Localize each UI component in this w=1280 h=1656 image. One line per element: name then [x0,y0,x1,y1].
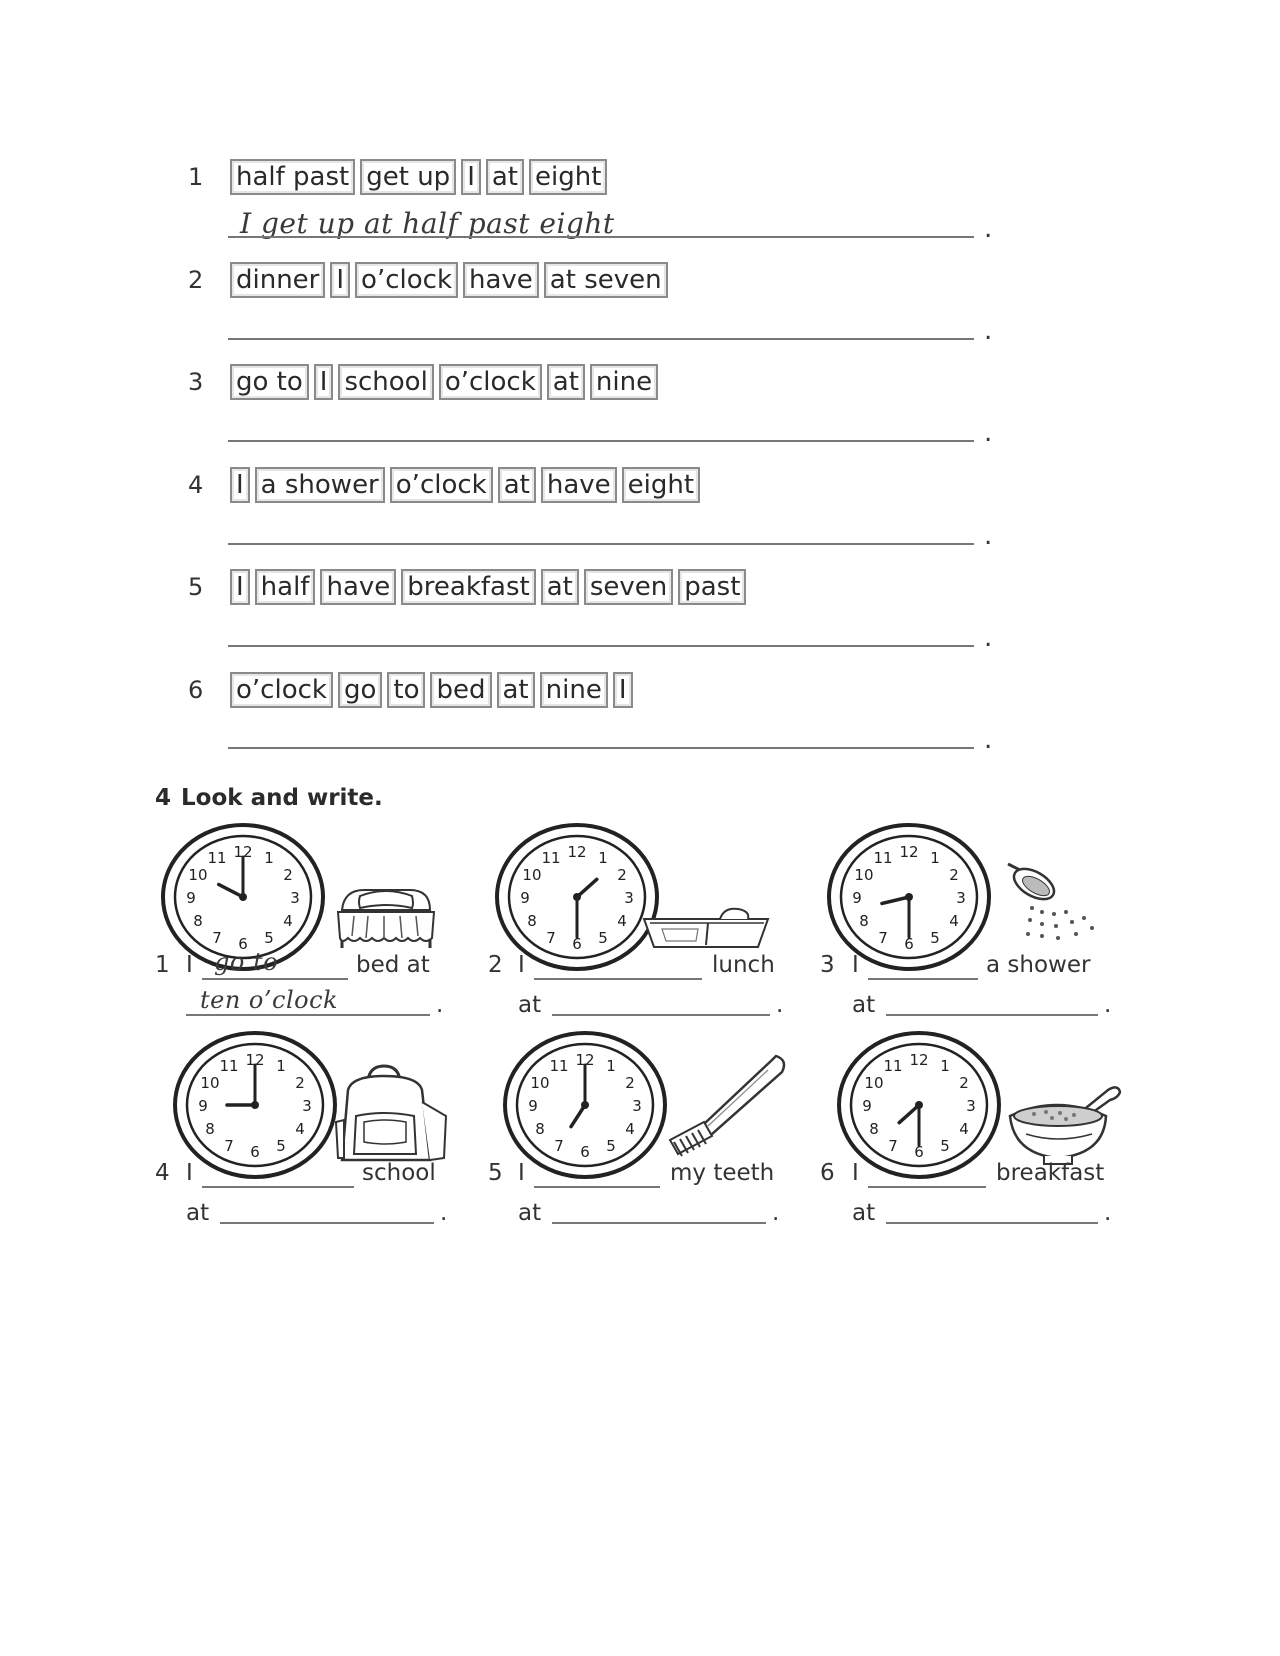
answer-line[interactable] [228,747,974,749]
clock-number: 3 [290,889,300,907]
word-chip[interactable]: at [486,159,524,195]
clock-icon [836,1030,1002,1180]
word-chip[interactable]: at [497,672,535,708]
word-chip[interactable]: nine [540,672,608,708]
section-number: 4 [155,785,172,811]
item-subject: I [518,952,525,978]
word-chip[interactable]: I [230,467,250,503]
bed-icon [334,880,438,950]
clock-number: 5 [276,1136,286,1155]
word-chip[interactable]: have [541,467,617,503]
clock-number: 10 [200,1074,220,1092]
clock-number: 8 [535,1120,545,1138]
period: . [984,214,993,244]
item-subject: I [186,1160,193,1186]
clock-center [573,893,581,901]
clock-number: 12 [575,1051,595,1069]
handwritten-answer[interactable]: go to [214,948,279,976]
item-subject: I [852,1160,859,1186]
schoolbag-icon [334,1062,452,1170]
clock-number: 7 [878,928,888,947]
word-chip[interactable]: at [541,569,579,605]
word-chip[interactable]: I [314,364,334,400]
clock-number: 1 [930,849,940,868]
clock-number: 8 [193,912,203,930]
clock-number: 6 [572,935,582,953]
clock-number: 9 [862,1097,872,1115]
cereal-bowl-icon [1004,1072,1122,1168]
word-chips [230,467,700,503]
item-activity: my teeth [670,1160,775,1186]
item-number: 1 [155,952,170,978]
item-activity: school [362,1160,436,1186]
at-label: at [852,992,876,1018]
word-chips [230,364,658,400]
word-chip[interactable]: seven [584,569,673,605]
time-blank[interactable] [552,1014,770,1016]
clock-number: 2 [283,866,293,884]
clock-number: 12 [245,1051,265,1069]
clock-number: 8 [527,912,537,930]
period: . [1104,992,1112,1018]
item-number: 2 [488,952,503,978]
clock-center [905,893,913,901]
time-blank[interactable] [886,1222,1098,1224]
clock-number: 5 [940,1136,950,1155]
clock-number: 7 [224,1136,234,1155]
clock-number: 2 [295,1074,305,1092]
item-activity: lunch [712,952,775,978]
word-chip[interactable]: at [547,364,585,400]
item-activity: bed at [356,952,430,978]
clock-number: 11 [207,849,227,868]
item-number: 3 [820,952,835,978]
item-number: 4 [155,1160,170,1186]
clock-number: 9 [520,889,530,907]
handwritten-answer[interactable]: I get up at half past eight [240,207,615,240]
period: . [984,623,993,653]
clock-number: 9 [528,1097,538,1115]
clock-icon [826,822,992,972]
word-chip[interactable]: at [498,467,536,503]
clock-icon [502,1030,668,1180]
clock-number: 3 [966,1097,976,1115]
exercise-item-1 [188,157,607,197]
clock-number: 10 [530,1074,550,1092]
clock-number: 3 [624,889,634,907]
answer-line[interactable] [228,440,974,442]
clock-number: 3 [632,1097,642,1115]
clock-number: 6 [580,1143,590,1161]
exercise-item-2 [188,260,668,300]
clock-number: 10 [188,866,208,884]
word-chip[interactable]: to [387,672,425,708]
exercise-item-5 [188,567,746,607]
word-chip[interactable]: have [463,262,539,298]
word-chip[interactable]: o’clock [230,672,333,708]
verb-blank[interactable] [534,978,702,980]
time-blank[interactable] [886,1014,1098,1016]
verb-blank[interactable] [868,978,978,980]
item-number: 4 [188,471,204,499]
at-label: at [518,992,542,1018]
clock-number: 5 [598,928,608,947]
word-chip[interactable]: eight [622,467,700,503]
period: . [984,316,993,346]
item-subject: I [518,1160,525,1186]
word-chip[interactable]: school [338,364,433,400]
word-chip[interactable]: I [330,262,350,298]
clock-number: 12 [567,843,587,861]
clock-number: 5 [930,928,940,947]
clock-number: 9 [198,1097,208,1115]
clock-number: 2 [959,1074,969,1092]
item-number: 5 [488,1160,503,1186]
clock-number: 9 [186,889,196,907]
clock-number: 2 [617,866,627,884]
answer-line[interactable] [228,236,974,238]
period: . [984,521,993,551]
clock-number: 9 [852,889,862,907]
word-chips [230,159,607,195]
word-chip[interactable]: eight [529,159,607,195]
clock-number: 6 [904,935,914,953]
word-chip[interactable]: half past [230,159,355,195]
word-chip[interactable]: go to [230,364,309,400]
item-number: 2 [188,266,204,294]
word-chip[interactable]: o’clock [439,364,542,400]
word-chip[interactable]: I [230,569,250,605]
period: . [984,418,993,448]
answer-line[interactable] [228,543,974,545]
clock-center [581,1101,589,1109]
answer-line[interactable] [228,338,974,340]
word-chip[interactable]: get up [360,159,456,195]
clock-number: 2 [949,866,959,884]
at-label: at [186,1200,210,1226]
clock-number: 1 [264,849,274,868]
item-number: 6 [820,1160,835,1186]
clock-number: 8 [869,1120,879,1138]
clock-number: 7 [546,928,556,947]
shower-icon [1002,858,1108,944]
item-activity: breakfast [996,1160,1105,1186]
verb-blank[interactable] [202,1186,354,1188]
clock-number: 7 [888,1136,898,1155]
lunchbox-icon [640,905,772,951]
word-chip[interactable]: I [461,159,481,195]
word-chips [230,569,746,605]
period: . [984,725,993,755]
word-chip[interactable]: o’clock [390,467,493,503]
clock-number: 3 [956,889,966,907]
clock-number: 6 [250,1143,260,1161]
clock-number: 8 [205,1120,215,1138]
word-chip[interactable]: o’clock [355,262,458,298]
at-label: at [852,1200,876,1226]
word-chip[interactable]: at seven [544,262,668,298]
clock-number: 4 [959,1120,969,1138]
clock-number: 1 [276,1057,286,1076]
time-blank[interactable] [186,1014,430,1016]
clock-number: 10 [522,866,542,884]
word-chip[interactable]: breakfast [401,569,535,605]
clock-number: 4 [617,912,627,930]
clock-center [239,893,247,901]
section-title [155,785,393,811]
exercise-item-6 [188,670,633,710]
clock-number: 10 [854,866,874,884]
word-chip[interactable]: half [255,569,316,605]
item-subject: I [186,952,193,978]
clock-center [915,1101,923,1109]
clock-number: 2 [625,1074,635,1092]
clock-number: 11 [883,1057,903,1076]
time-blank[interactable] [220,1222,434,1224]
clock-number: 7 [212,928,222,947]
word-chip[interactable]: bed [430,672,491,708]
handwritten-answer[interactable]: ten o’clock [200,986,339,1014]
clock-number: 4 [283,912,293,930]
period: . [772,1200,780,1226]
word-chip[interactable]: have [320,569,396,605]
word-chips [230,672,633,708]
clock-number: 12 [899,843,919,861]
clock-number: 5 [606,1136,616,1155]
exercise-item-4 [188,465,700,505]
word-chips [230,262,668,298]
toothbrush-icon [664,1050,790,1160]
clock-center [251,1101,259,1109]
clock-number: 10 [864,1074,884,1092]
clock-number: 12 [233,843,253,861]
clock-number: 11 [541,849,561,868]
period: . [1104,1200,1112,1226]
at-label: at [518,1200,542,1226]
clock-number: 1 [606,1057,616,1076]
clock-number: 1 [598,849,608,868]
section-instruction: Look and write. [181,785,383,811]
clock-number: 4 [949,912,959,930]
word-chip[interactable]: go [338,672,382,708]
exercise-item-3 [188,362,658,402]
clock-number: 12 [909,1051,929,1069]
word-chip[interactable]: a shower [255,467,385,503]
clock-number: 6 [238,935,248,953]
word-chip[interactable]: past [678,569,746,605]
item-activity: a shower [986,952,1091,978]
word-chip[interactable]: I [613,672,633,708]
clock-number: 4 [625,1120,635,1138]
clock-number: 1 [940,1057,950,1076]
period: . [776,992,784,1018]
verb-blank[interactable] [202,978,348,980]
clock-number: 11 [219,1057,239,1076]
verb-blank[interactable] [868,1186,986,1188]
verb-blank[interactable] [534,1186,660,1188]
word-chip[interactable]: dinner [230,262,325,298]
clock-number: 7 [554,1136,564,1155]
clock-icon [494,822,660,972]
time-blank[interactable] [552,1222,766,1224]
clock-number: 11 [549,1057,569,1076]
clock-number: 5 [264,928,274,947]
item-subject: I [852,952,859,978]
clock-number: 8 [859,912,869,930]
period: . [440,1200,448,1226]
clock-number: 11 [873,849,893,868]
clock-icon [172,1030,338,1180]
clock-number: 3 [302,1097,312,1115]
item-number: 3 [188,368,204,396]
item-number: 5 [188,573,204,601]
period: . [436,992,444,1018]
item-number: 1 [188,163,204,191]
answer-line[interactable] [228,645,974,647]
item-number: 6 [188,676,204,704]
clock-number: 6 [914,1143,924,1161]
word-chip[interactable]: nine [590,364,658,400]
clock-number: 4 [295,1120,305,1138]
